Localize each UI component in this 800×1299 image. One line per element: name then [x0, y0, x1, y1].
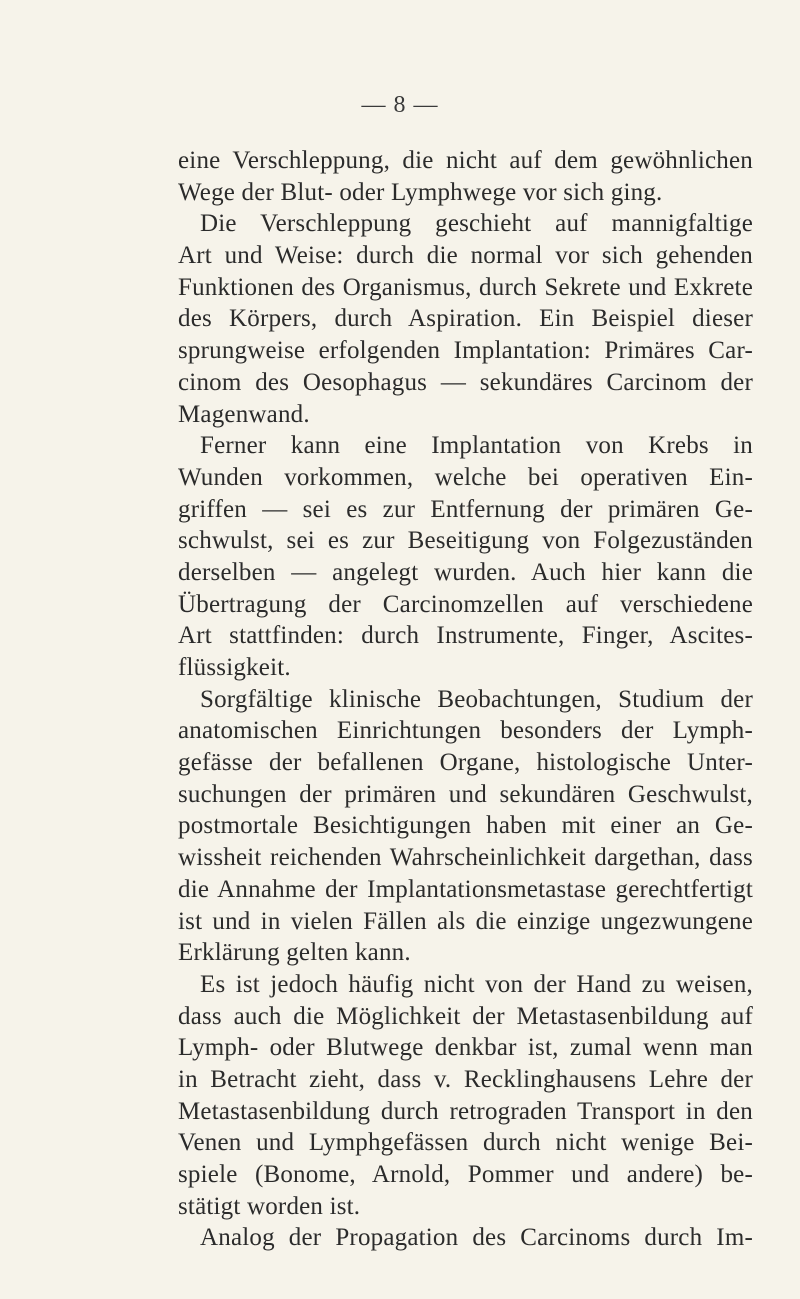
text-line: eine Verschleppung, die nicht auf dem gewöhnlichen	[178, 147, 753, 174]
page-number: — 8 —	[361, 92, 439, 118]
text-line: Sorgfältige klinische Beobachtungen, Studium der	[200, 685, 753, 713]
text-line: cinom des Oesophagus — sekundäres Carcinom der	[178, 368, 753, 396]
text-line: spiele (Bonome, Arnold, Pommer und andere) be-	[178, 1161, 753, 1188]
text-line: suchungen der primären und sekundären Geschwulst,	[178, 780, 753, 808]
text-line: Es ist jedoch häufig nicht von der Hand zu weisen,	[200, 970, 753, 998]
text-line: die Annahme der Implantationsmetastase gerechtfertigt	[178, 875, 753, 903]
text-line: Die Verschleppung geschieht auf mannigfaltige	[200, 210, 753, 238]
text-line: Wunden vorkommen, welche bei operativen Ein-	[178, 463, 753, 491]
text-line: sprungweise erfolgenden Implantation: Primäres Car-	[178, 337, 753, 365]
text-line: Art stattfinden: durch Instrumente, Finger, Ascites-	[178, 622, 753, 650]
body-text	[178, 145, 753, 1254]
text-line: Venen und Lymphgefässen durch nicht wenige Bei-	[178, 1129, 753, 1157]
text-line: schwulst, sei es zur Beseitigung von Folgezuständen	[178, 527, 753, 555]
text-line: Wege der Blut- oder Lymphwege vor sich ging.	[178, 178, 663, 206]
text-line: gefässe der befallenen Organe, histologische Unter-	[178, 749, 753, 777]
text-line: Lymph- oder Blutwege denkbar ist, zumal wenn man	[178, 1034, 753, 1062]
text-line: stätigt worden ist.	[178, 1192, 361, 1220]
text-line: derselben — angelegt wurden. Auch hier kann die	[178, 558, 753, 586]
text-line: des Körpers, durch Aspiration. Ein Beispiel dieser	[178, 305, 753, 333]
text-line: flüssigkeit.	[178, 654, 291, 681]
text-line: Metastasenbildung durch retrograden Transport in den	[178, 1097, 753, 1125]
text-line: Art und Weise: durch die normal vor sich gehenden	[178, 242, 753, 270]
text-line: Erklärung gelten kann.	[178, 939, 411, 967]
text-line: griffen — sei es zur Entfernung der primären Ge-	[178, 495, 753, 523]
text-line: wissheit reichenden Wahrscheinlichkeit dargethan, dass	[178, 844, 753, 872]
text-line: Funktionen des Organismus, durch Sekrete und Exkrete	[178, 273, 753, 301]
text-line: ist und in vielen Fällen als die einzige ungezwungene	[178, 907, 753, 935]
text-line: anatomischen Einrichtungen besonders der Lymph-	[178, 717, 753, 745]
text-line: Magenwand.	[178, 400, 310, 428]
text-line: Ferner kann eine Implantation von Krebs in	[200, 432, 753, 460]
text-line: Übertragung der Carcinomzellen auf verschiedene	[178, 590, 753, 618]
text-line: postmortale Besichtigungen haben mit einer an Ge-	[178, 812, 753, 840]
text-line: dass auch die Möglichkeit der Metastasenbildung auf	[178, 1002, 753, 1030]
text-line: in Betracht zieht, dass v. Recklinghausens Lehre der	[178, 1065, 753, 1093]
text-line: Analog der Propagation des Carcinoms durch Im-	[200, 1224, 753, 1252]
